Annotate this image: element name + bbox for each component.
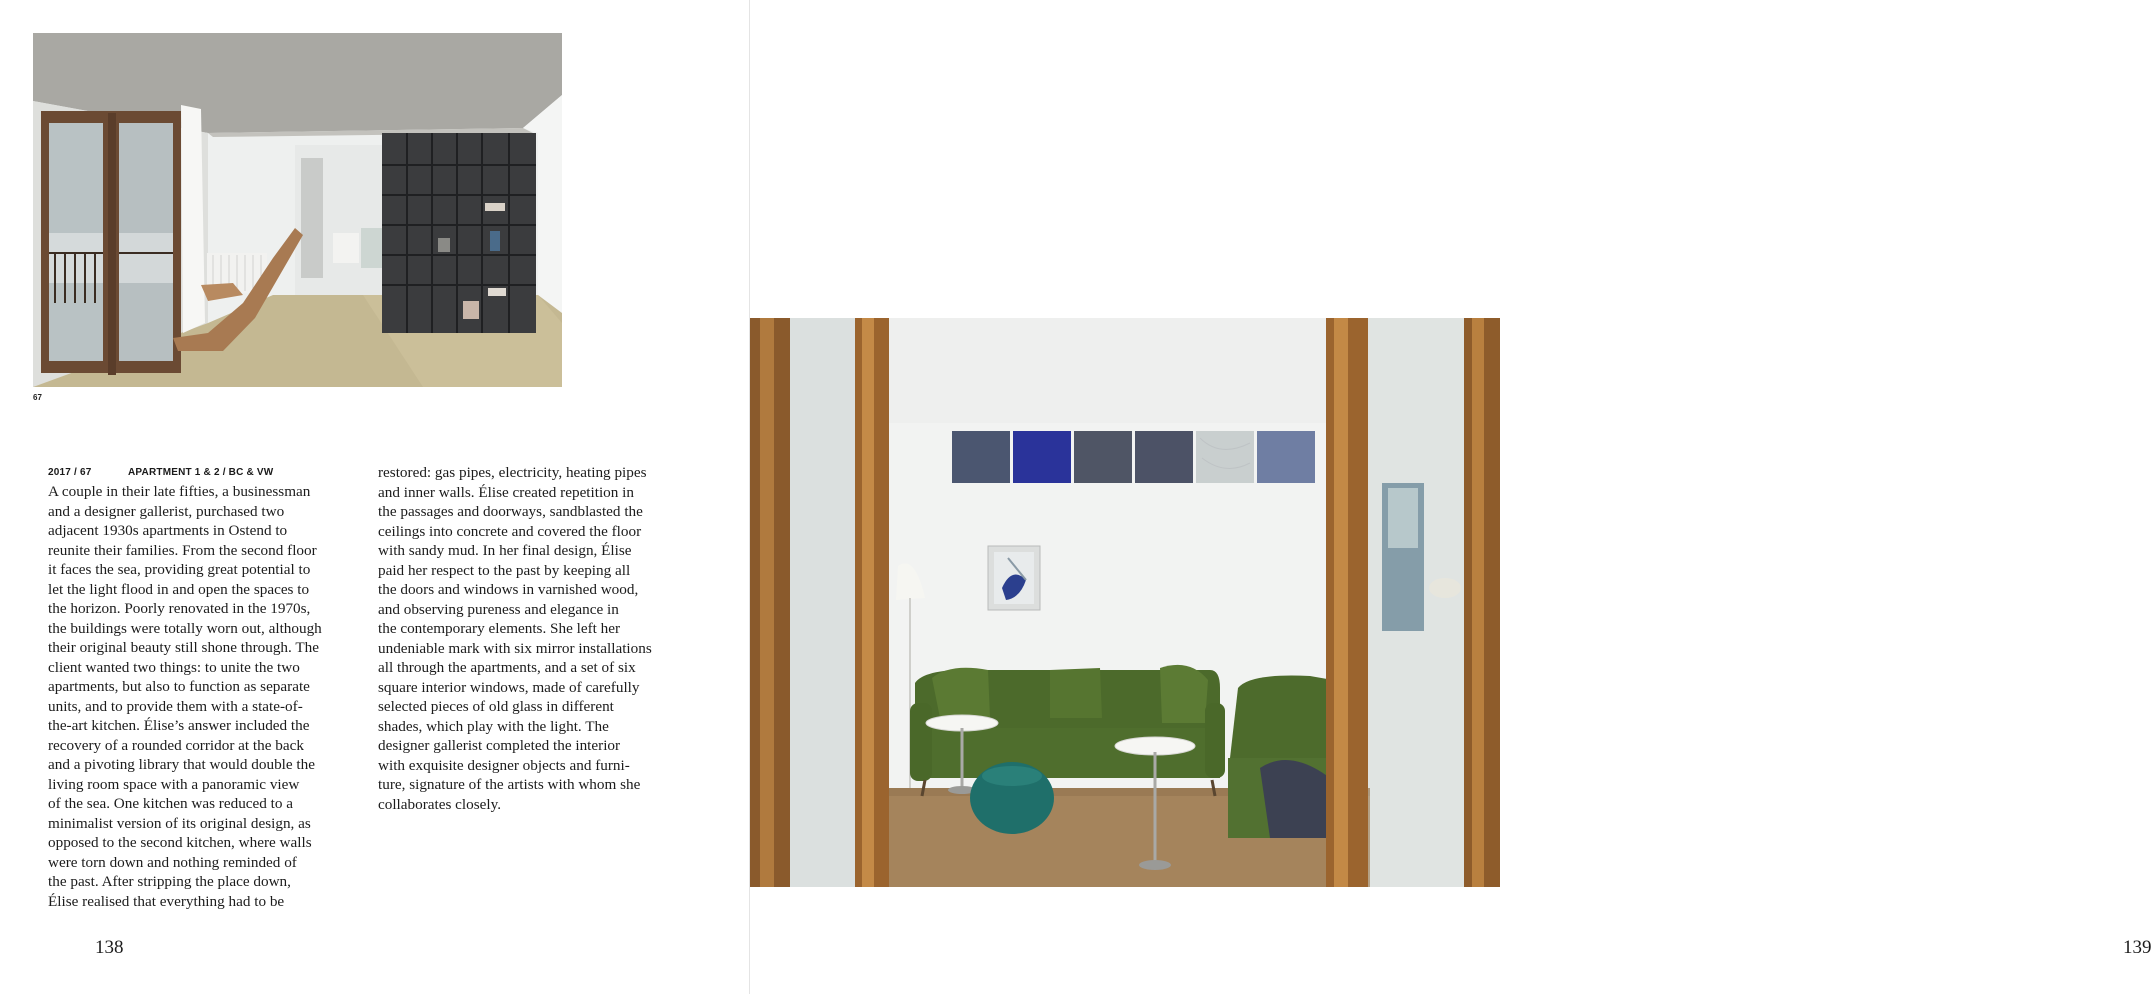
text-line: the contemporary elements. She left her [378,620,621,637]
text-line: the past. After stripping the place down, [48,873,291,890]
text-line: let the light flood in and open the spaces to [48,580,310,598]
text-line: ceilings into concrete and covered the floor [378,522,642,540]
text-line: minimalist version of its original design, as [48,814,311,832]
text-line: Élise realised that everything had to be [48,892,285,910]
text-line: reunite their families. From the second floor [48,541,317,559]
text-line: A couple in their late fifties, a businessman [48,483,311,500]
living-room-bookshelf-photo [33,33,562,387]
text-line: with exquisite designer objects and furni- [378,756,630,774]
text-line: of the sea. One kitchen was reduced to a [48,795,294,812]
page-number-right: 139 [2123,937,2152,958]
text-line: and inner walls. Élise created repetition in [378,483,634,501]
text-line: selected pieces of old glass in different [378,698,614,715]
text-line: the doors and windows in varnished wood, [378,581,639,598]
text-line: apartments, but also to function as separate [48,678,310,695]
text-line: the buildings were totally worn out, although [48,619,322,637]
text-line: adjacent 1930s apartments in Ostend to [48,522,288,539]
text-line: the horizon. Poorly renovated in the 1970s, [48,600,311,617]
text-line: client wanted two things: to unite the two [48,658,300,676]
text-line: the-art kitchen. Élise’s answer included the [48,717,310,734]
text-line: paid her respect to the past by keeping all [378,561,631,579]
text-line: designer gallerist completed the interior [378,737,621,754]
text-line: opposed to the second kitchen, where walls [48,834,312,851]
left-page [0,0,749,994]
text-line: their original beauty still shone through. The [48,639,319,656]
text-line: undeniable mark with six mirror installations [378,639,652,657]
text-line: recovery of a rounded corridor at the back [48,736,304,754]
project-code: 2017 / 67 [48,467,92,478]
body-text-column-2 [378,463,698,814]
text-line: square interior windows, made of carefully [378,678,640,696]
text-line: and a designer gallerist, purchased two [48,502,285,520]
text-line: ture, signature of the artists with whom she [378,776,641,793]
text-line: all through the apartments, and a set of six [378,659,636,676]
text-line: shades, which play with the light. The [378,717,609,735]
text-line: and observing pureness and elegance in [378,600,619,618]
text-line: collaborates closely. [378,795,501,813]
text-line: the passages and doorways, sandblasted the [378,503,643,520]
green-sofa-living-room-photo [750,318,1500,887]
page-number-left: 138 [95,937,124,958]
text-line: with sandy mud. In her final design, Élise [378,542,632,559]
project-title: APARTMENT 1 & 2 / BC & VW [128,467,274,478]
text-line: and a pivoting library that would double the [48,756,315,773]
text-line: living room space with a panoramic view [48,775,300,793]
text-line: units, and to provide them with a state-of- [48,697,303,715]
body-text-column-1 [48,482,368,911]
text-line: restored: gas pipes, electricity, heating pipes [378,464,647,481]
text-line: it faces the sea, providing great potential to [48,561,311,578]
figure-number: 67 [33,393,42,402]
text-line: were torn down and nothing reminded of [48,853,297,871]
